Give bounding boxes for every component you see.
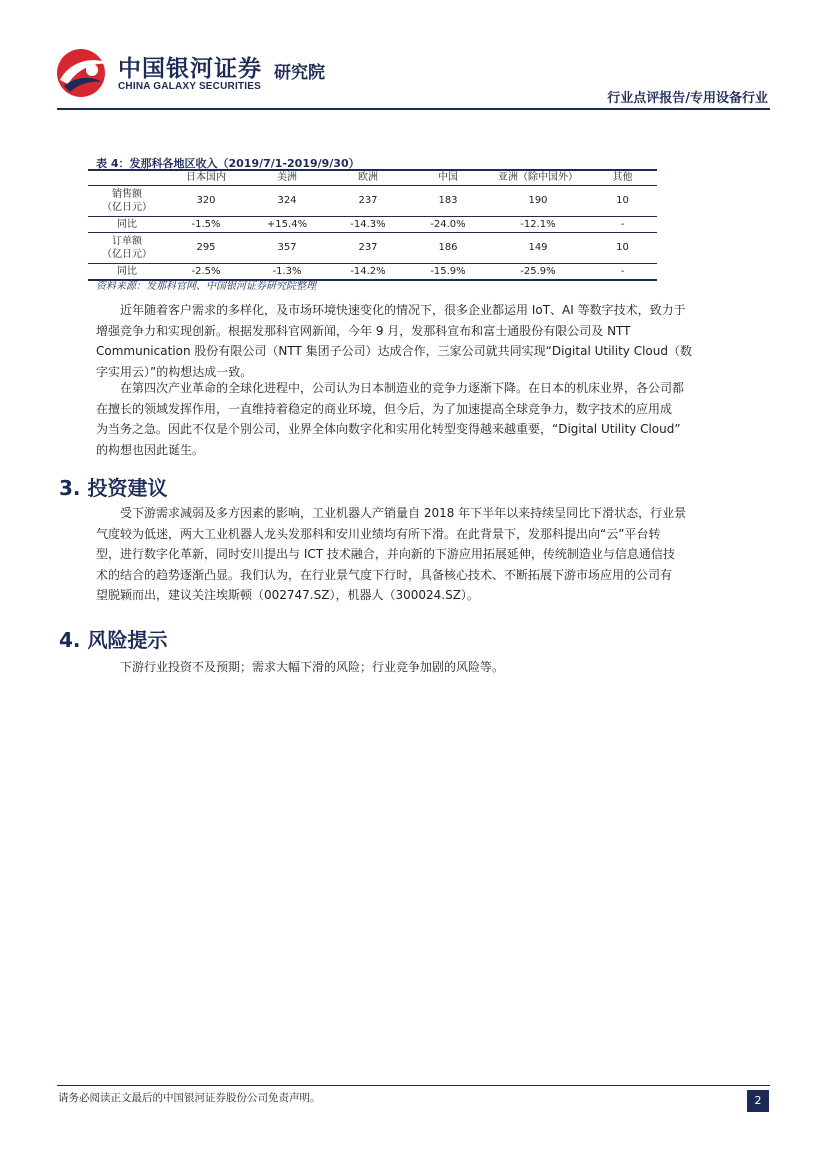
table-cell: -14.3% [350, 218, 386, 230]
text-line: 增强竞争力和实现创新。根据发那科官网新闻，今年 9 月，发那科宣布和富士通股份有限公司及 NTT [96, 323, 631, 338]
table-cell: -1.3% [272, 265, 302, 277]
text-line: 术的结合的趋势逐渐凸显。我们认为，在行业景气度下行时，具备核心技术、不断拓展下游市场应用的公司有 [96, 567, 673, 582]
table-cell: -15.9% [430, 265, 466, 277]
institute-name: 研究院 [274, 63, 325, 83]
table-cell: 190 [528, 195, 548, 206]
table-cell: 183 [438, 195, 458, 206]
header-cell: 中国 [438, 172, 458, 184]
section-title-investment: 3. 投资建议 [59, 476, 168, 500]
text-line: 望脱颖而出，建议关注埃斯顿（002747.SZ），机器人（300024.SZ）。 [96, 588, 479, 602]
text-line: 的构想也因此诞生。 [96, 442, 205, 457]
text-line: 型，进行数字化革新，同时安川提出与 ICT 技术融合，并向新的下游应用拓展延伸，传统制造业与信息通信技 [96, 547, 675, 561]
text-line: 在擅长的领域发挥作用，一直维持着稳定的商业环境，但今后，为了加速提高全球竞争力，数字技术的应用成 [96, 401, 673, 416]
table-cell: 149 [528, 242, 548, 253]
table-row [88, 185, 657, 216]
row-label: 销售额 （亿日元） [102, 188, 152, 213]
galaxy-logo-icon [52, 46, 112, 98]
paragraph-4 [96, 657, 769, 678]
table-cell: 186 [438, 242, 458, 253]
text-line: 下游行业投资不及预期；需求大幅下滑的风险；行业竞争加剧的风险等。 [120, 660, 505, 674]
paragraph-3 [96, 503, 769, 606]
table-cell: -1.5% [191, 218, 221, 230]
table-cell: 10 [616, 242, 629, 253]
text-line: 气度较为低迷，两大工业机器人龙头发那科和安川业绩均有所下滑。在此背景下，发那科提出向“云”平台转 [96, 526, 661, 541]
table-cell: -12.1% [520, 218, 556, 230]
header-cell: 亚洲（除中国外） [498, 172, 578, 184]
text-line: 近年随着客户需求的多样化，及市场环境快速变化的情况下，很多企业都运用 IoT、AI 等数字技术，致力于 [120, 303, 686, 317]
table-cell: +15.4% [266, 218, 308, 230]
page-number: 2 [747, 1090, 769, 1112]
footer-disclaimer: 请务必阅读正文最后的中国银河证券股份公司免责声明。 [58, 1092, 321, 1104]
row-label: 同比 [117, 265, 137, 277]
row-label: 订单额 （亿日元） [102, 235, 152, 260]
paragraph-2 [96, 378, 769, 460]
table-cell: 357 [277, 242, 297, 253]
text-line: 为当务之急。因此不仅是个别公司，业界全体向数字化和实用化转型变得越来越重要，“Digital Utility Cloud” [96, 422, 681, 436]
text-line: 字实用云）”的构想达成一致。 [96, 364, 253, 379]
table-cell: -25.9% [520, 265, 556, 277]
header-cell: 美洲 [277, 172, 297, 184]
table-cell: - [620, 218, 625, 230]
header-divider [57, 108, 770, 110]
table-cell: 324 [277, 195, 297, 206]
table-caption: 表 4：发那科各地区收入（2019/7/1-2019/9/30） [96, 157, 360, 170]
table-cell: 10 [616, 195, 629, 206]
table-cell: -14.2% [350, 265, 386, 277]
footer-divider [57, 1085, 770, 1086]
table-cell: 295 [196, 242, 216, 253]
revenue-by-region-table [88, 169, 657, 281]
table-cell: 237 [358, 242, 378, 253]
header-cell: 欧洲 [358, 172, 378, 184]
text-line: 受下游需求减弱及多方因素的影响，工业机器人产销量自 2018 年下半年以来持续呈同比下滑状态，行业景 [120, 506, 687, 520]
text-line: 在第四次产业革命的全球化进程中，公司认为日本制造业的竞争力逐渐下降。在日本的机床业界，各公司都 [120, 381, 685, 395]
header-cell [88, 170, 166, 185]
table-cell: - [620, 265, 625, 277]
brand-name-cn: 中国银河证券 [118, 56, 262, 82]
brand-logo [52, 46, 352, 98]
table-source: 资料来源：发那科官网、中国银河证券研究院整理 [96, 281, 316, 292]
header-cell: 其他 [612, 172, 633, 184]
table-cell: 237 [358, 195, 378, 206]
table-cell: -24.0% [430, 218, 466, 230]
table-header-row [88, 170, 657, 185]
row-label: 同比 [117, 218, 137, 230]
report-type: 行业点评报告/专用设备行业 [607, 91, 768, 106]
table-cell: -2.5% [191, 265, 221, 277]
paragraph-1 [96, 300, 769, 382]
table-row [88, 232, 657, 263]
section-title-risk: 4. 风险提示 [59, 628, 168, 652]
header-cell: 日本国内 [186, 172, 226, 184]
brand-name-en: CHINA GALAXY SECURITIES [118, 81, 261, 92]
text-line: Communication 股份有限公司（NTT 集团子公司）达成合作，三家公司就共同实现“Digital Utility Cloud（数 [96, 344, 692, 358]
table-row [88, 216, 657, 232]
table-cell: 320 [196, 195, 216, 206]
